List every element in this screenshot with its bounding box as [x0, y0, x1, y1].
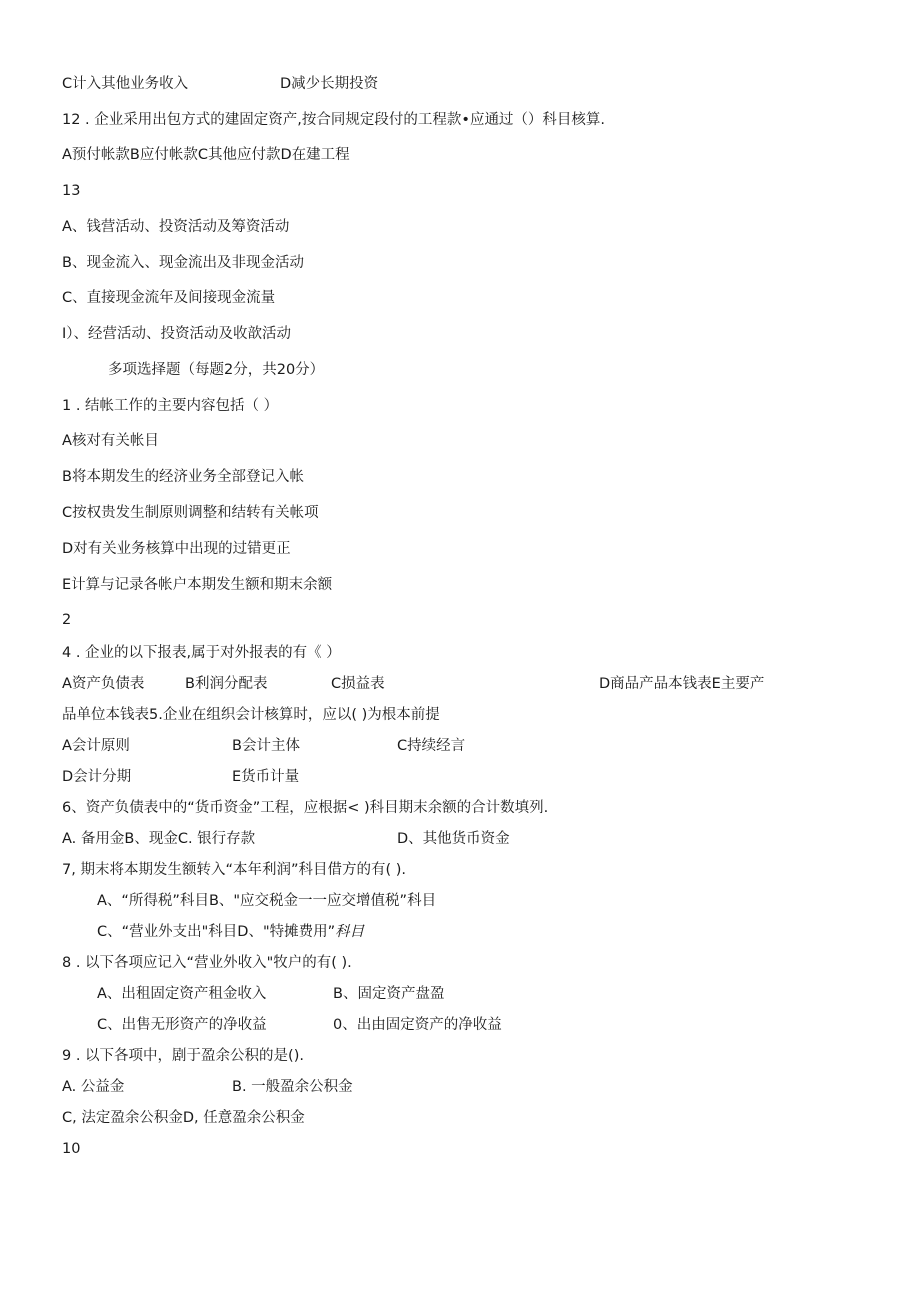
multi-question-7: 7, 期末将本期发生额转入“本年利润”科目借方的有( ). [62, 862, 406, 878]
multi-question-9-option-a: A. 公益金 [62, 1079, 125, 1095]
multi-question-5-option-c: C持续经言 [397, 738, 466, 754]
option-c-other-business-income: C计入其他业务收入 [62, 76, 189, 92]
question-12: 12 . 企业采用出包方式的建固定资产,按合同规定段付的工程款•应通过（）科目核算. [62, 112, 606, 128]
multi-question-8-option-b: B、固定资产盘盈 [333, 986, 445, 1002]
multi-question-8-option-a: A、出租固定资产租金收入 [97, 986, 267, 1002]
question-13-number: 13 [62, 183, 81, 199]
multi-question-7-options-cd-text: C、“营业外支出"科目D、"特摊费用” [97, 924, 336, 940]
multi-question-6-options-abc: A. 备用金B、现金C. 银行存款 [62, 831, 256, 847]
question-13-option-b: B、现金流入、现金流出及非现金活动 [62, 255, 304, 271]
multi-question-4-option-c: C损益表 [331, 676, 385, 692]
multi-question-6: 6、资产负债表中的“货币资金”工程，应根据< )科目期末余额的合计数填列. [62, 800, 549, 816]
multi-question-5-option-b: B会计主体 [232, 738, 300, 754]
multi-question-5-option-a: A会计原则 [62, 738, 130, 754]
multi-question-4-option-d: D商品产品本钱表E主要产 [599, 676, 765, 692]
multi-question-1-option-d: D对有关业务核算中出现的过错更正 [62, 541, 291, 557]
multi-question-1-option-e: E计算与记录各帐户本期发生额和期末余额 [62, 577, 333, 593]
multi-question-4-option-b: B利润分配表 [185, 676, 268, 692]
question-13-option-d: I）、经营活动、投资活动及收歆活动 [62, 326, 292, 342]
multi-question-7-options-ab: A、“所得税”科目B、"应交税金一一应交增值税”科目 [97, 893, 437, 909]
multi-question-9: 9 . 以下各项中，剧于盈余公积的是(). [62, 1048, 304, 1064]
option-d-reduce-long-term-investment: D减少长期投资 [280, 76, 379, 92]
multi-question-8-option-d: 0、出由固定资产的净收益 [333, 1017, 502, 1033]
multi-question-1: 1 . 结帐工作的主要内容包括（ ） [62, 398, 279, 414]
multi-question-2-number: 2 [62, 612, 72, 628]
multi-question-7-options-cd [97, 922, 364, 942]
multi-question-5-option-e: E货币计量 [232, 769, 300, 785]
multi-question-6-option-d: D、其他货币资金 [397, 831, 510, 847]
multi-question-1-option-a: A核对有关帐目 [62, 433, 159, 449]
multi-question-10-number: 10 [62, 1141, 81, 1157]
multi-question-9-option-b: B. 一般盈余公积金 [232, 1079, 353, 1095]
multi-question-4-continuation: 品单位本钱表5.企业在组织会计核算时，应以( )为根本前提 [62, 707, 440, 723]
section-heading-multiple-choice: 多项选择题（每题2分，共20分） [108, 362, 325, 378]
multi-question-7-options-cd-suffix: 科目 [335, 924, 365, 940]
multi-question-8: 8 . 以下各项应记入“营业外收入"牧户的有( ). [62, 955, 352, 971]
multi-question-1-option-c: C按权贵发生制原则调整和结转有关帐项 [62, 505, 319, 521]
multi-question-8-option-c: C、出售无形资产的净收益 [97, 1017, 267, 1033]
multi-question-4: 4 . 企业的以下报表,属于对外报表的有《 ） [62, 645, 341, 661]
question-13-option-a: A、钱营活动、投资活动及筹资活动 [62, 219, 290, 235]
multi-question-1-option-b: B将本期发生的经济业务全部登记入帐 [62, 469, 304, 485]
question-13-option-c: C、直接现金流年及间接现金流量 [62, 290, 276, 306]
multi-question-9-options-cd: C, 法定盈余公积金D, 任意盈余公积金 [62, 1110, 305, 1126]
multi-question-4-option-a: A资产负债表 [62, 676, 145, 692]
multi-question-5-option-d: D会计分期 [62, 769, 132, 785]
question-12-options: A预付帐款B应付帐款C其他应付款D在建工程 [62, 147, 350, 163]
